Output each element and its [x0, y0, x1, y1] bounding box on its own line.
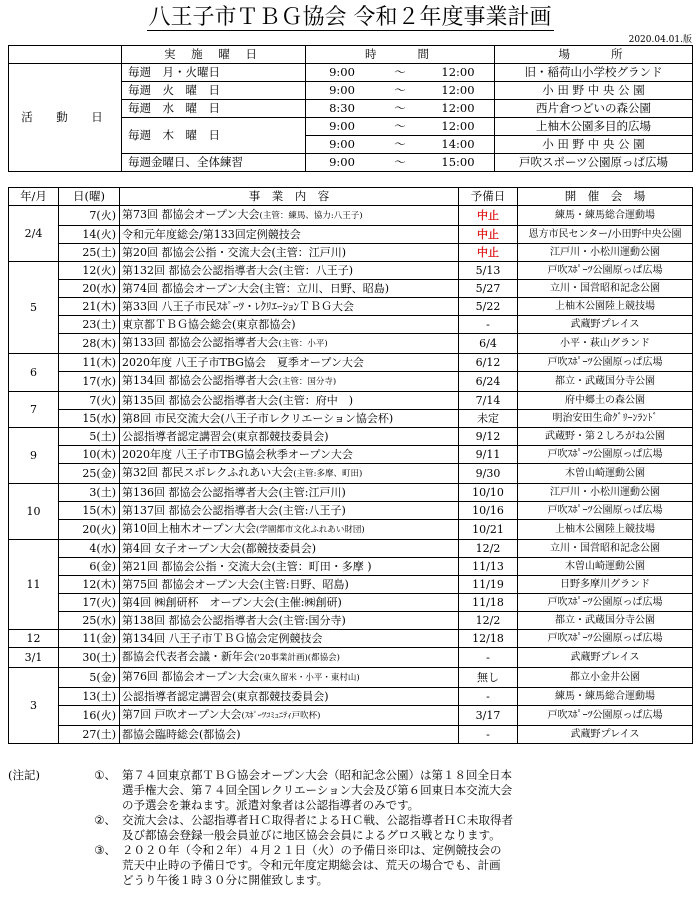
time-end: 15:00: [441, 155, 475, 169]
venue-cell: 日野多摩川グランド: [518, 576, 693, 594]
event-cell: [120, 540, 459, 558]
event-cell: [120, 484, 459, 502]
event-note: (東久留米・小平・東村山): [259, 673, 360, 683]
reserve-cell: -: [459, 316, 518, 334]
date-cell: 27(土): [59, 726, 120, 744]
reserve-cell: -: [459, 726, 518, 744]
schedule-row: [9, 648, 693, 668]
time-end: 12:00: [441, 101, 475, 115]
event-cell: [120, 280, 459, 298]
event-cell: [120, 206, 459, 226]
time-start: 8:30: [329, 101, 355, 115]
note-line: [8, 828, 698, 843]
venue-cell: 上柚木公園陸上競技場: [518, 520, 693, 540]
event-name: 第133回 都協会公認指導者大会: [122, 336, 279, 349]
event-cell: [120, 446, 459, 464]
event-cell: [120, 354, 459, 372]
event-name: 東京都ＴＢＧ協会総会(東京都協会): [122, 318, 296, 331]
time-end: 14:00: [441, 137, 475, 151]
venue-cell: 都立・武蔵国分寺公園: [518, 372, 693, 392]
time-end: 12:00: [441, 65, 475, 79]
note-number: [68, 873, 122, 888]
date-cell: 12(火): [59, 262, 120, 280]
note-text: どうり午後１時３０分に開催致します。: [122, 873, 329, 887]
reserve-cell: 9/11: [459, 446, 518, 464]
activity-row: [9, 64, 693, 82]
event-cell: [120, 298, 459, 316]
event-cell: [120, 594, 459, 612]
event-cell: [120, 428, 459, 446]
schedule-row: [9, 726, 693, 744]
note-line: [8, 813, 698, 828]
event-cell: [120, 262, 459, 280]
schedule-header-venue: 開 催 会 場: [518, 188, 693, 206]
month-cell: 5: [9, 262, 59, 354]
schedule-row: [9, 262, 693, 280]
event-name: 第33回 八王子市民ｽﾎﾟｰﾂ・ﾚｸﾘｴｰｼｮﾝＴＢＧ大会: [122, 300, 354, 313]
event-note: ('20事業計画)(都協会): [254, 653, 340, 663]
date-cell: 7(火): [59, 392, 120, 410]
date-cell: 20(水): [59, 280, 120, 298]
date-cell: 16(火): [59, 706, 120, 726]
reserve-cell: 中止: [459, 244, 518, 262]
reserve-cell: -: [459, 688, 518, 706]
event-name: 2020年度 八王子市TBG協会 夏季オープン大会: [122, 356, 364, 369]
event-name: 第134回 都協会公認指導者大会: [122, 374, 279, 387]
note-label: [8, 828, 68, 843]
venue-cell: 武蔵野・第２しろがね公園: [518, 428, 693, 446]
schedule-row: [9, 520, 693, 540]
schedule-header-date: 日(曜): [59, 188, 120, 206]
venue-cell: 戸吹ｽﾎﾟｰﾂ公園原っぱ広場: [518, 630, 693, 648]
activity-time: [306, 64, 495, 82]
time-separator: ～: [394, 155, 406, 169]
date-cell: 17(水): [59, 372, 120, 392]
schedule-header-month: 年/月: [9, 188, 59, 206]
time-end: 12:00: [441, 83, 475, 97]
time-separator: ～: [394, 137, 406, 151]
activity-label: 活 動 日: [9, 64, 122, 172]
note-line: [8, 783, 698, 798]
note-line: [8, 798, 698, 813]
note-number: [68, 828, 122, 843]
date-cell: 25(金): [59, 464, 120, 484]
event-cell: [120, 648, 459, 668]
activity-place: 上柚木公園多目的広場: [495, 118, 693, 136]
reserve-cell: 9/12: [459, 428, 518, 446]
venue-cell: 戸吹ｽﾎﾟｰﾂ公園原っぱ広場: [518, 354, 693, 372]
event-cell: [120, 520, 459, 540]
date-cell: 7(火): [59, 206, 120, 226]
reserve-cell: 10/10: [459, 484, 518, 502]
schedule-row: [9, 392, 693, 410]
activity-place: 小 田 野 中 央 公 園: [495, 136, 693, 154]
venue-cell: 戸吹ｽﾎﾟｰﾂ公園原っぱ広場: [518, 594, 693, 612]
event-name: 公認指導者認定講習会(東京都競技委員会): [122, 690, 329, 703]
date-cell: 11(木): [59, 354, 120, 372]
venue-cell: 練馬・練馬総合運動場: [518, 688, 693, 706]
date-cell: 15(木): [59, 502, 120, 520]
date-cell: 25(土): [59, 244, 120, 262]
schedule-header-reserve: 予備日: [459, 188, 518, 206]
reserve-cell: 10/16: [459, 502, 518, 520]
schedule-row: [9, 244, 693, 262]
time-separator: ～: [394, 101, 406, 115]
schedule-row: [9, 558, 693, 576]
schedule-header-event: 事 業 内 容: [120, 188, 459, 206]
schedule-row: [9, 688, 693, 706]
event-name: 都協会臨時総会(都協会): [122, 728, 241, 741]
date-cell: 21(木): [59, 298, 120, 316]
activity-time: [306, 154, 495, 172]
venue-cell: 戸吹ｽﾎﾟｰﾂ公園原っぱ広場: [518, 706, 693, 726]
schedule-row: [9, 446, 693, 464]
schedule-row: [9, 502, 693, 520]
venue-cell: 都立小金井公園: [518, 668, 693, 688]
note-label: [8, 858, 68, 873]
venue-cell: 武蔵野プレイス: [518, 316, 693, 334]
date-cell: 20(火): [59, 520, 120, 540]
date-cell: 14(火): [59, 226, 120, 244]
reserve-cell: 9/30: [459, 464, 518, 484]
venue-cell: 上柚木公園陸上競技場: [518, 298, 693, 316]
note-number: ③、: [94, 843, 116, 857]
note-label: [8, 873, 68, 888]
venue-cell: 戸吹ｽﾎﾟｰﾂ公園原っぱ広場: [518, 262, 693, 280]
activity-day: 毎週 火 曜 日: [122, 82, 306, 100]
time-separator: ～: [394, 65, 406, 79]
event-name: 第134回 八王子市ＴＢＧ協会定例競技会: [122, 632, 323, 645]
event-name: 第135回 都協会公認指導者大会(主管：府中 ): [122, 394, 354, 407]
event-name: 第4回 女子オープン大会(都競技委員会): [122, 542, 317, 555]
event-cell: [120, 668, 459, 688]
note-text: 交流大会は、公認指導者ＨＣ取得者によるＨＣ戦、公認指導者ＨＣ未取得者: [122, 813, 513, 827]
time-start: 9:00: [329, 65, 355, 79]
event-note: (主管:多摩、町田): [293, 469, 363, 479]
time-separator: ～: [394, 119, 406, 133]
note-text: 選手権大会、第７４回全国レクリエーション大会及び第６回東日本交流大会: [122, 783, 513, 797]
schedule-row: [9, 354, 693, 372]
time-start: 9:00: [329, 119, 355, 133]
note-label: [8, 843, 68, 858]
note-number: ①、: [94, 768, 116, 782]
note-number: ②、: [94, 813, 116, 827]
schedule-row: [9, 484, 693, 502]
time-start: 9:00: [329, 155, 355, 169]
venue-cell: 立川・国営昭和記念公園: [518, 540, 693, 558]
venue-cell: 府中郷土の森公園: [518, 392, 693, 410]
event-name: 令和元年度総会/第133回定例競技会: [122, 228, 301, 241]
schedule-row: [9, 706, 693, 726]
event-name: 第10回上柚木オープン大会: [122, 522, 257, 535]
event-name: 第20回 都協会公指・交流大会(主管：江戸川): [122, 246, 347, 259]
venue-cell: 立川・国営昭和記念公園: [518, 280, 693, 298]
note-text: 及び都協会登録一般会員並びに地区協会会員によるグロス戦となります。: [122, 828, 501, 842]
reserve-cell: 5/13: [459, 262, 518, 280]
time-end: 12:00: [441, 119, 475, 133]
reserve-cell: 5/27: [459, 280, 518, 298]
reserve-cell: 6/12: [459, 354, 518, 372]
time-start: 9:00: [329, 83, 355, 97]
note-number: [68, 798, 122, 813]
schedule-row: [9, 280, 693, 298]
activity-header-place: 場 所: [495, 46, 693, 64]
activity-day: 毎週 水 曜 日: [122, 100, 306, 118]
venue-cell: 武蔵野プレイス: [518, 726, 693, 744]
reserve-cell: 12/2: [459, 612, 518, 630]
event-cell: [120, 334, 459, 354]
date-cell: 3(土): [59, 484, 120, 502]
date-cell: 30(土): [59, 648, 120, 668]
note-text: 荒天中止時の予備日です。令和元年度定期総会は、荒天の場合でも、計画: [122, 858, 501, 872]
note-text: ２０２０年（令和２年）４月２１日（火）の予備日※印は、定例競技会の: [122, 843, 502, 857]
event-name: 第132回 都協会公認指導者大会(主管：八王子): [122, 264, 354, 277]
event-cell: [120, 576, 459, 594]
note-number: [68, 858, 122, 873]
reserve-cell: 11/13: [459, 558, 518, 576]
date-cell: 5(金): [59, 668, 120, 688]
reserve-cell: 3/17: [459, 706, 518, 726]
reserve-cell: 無し: [459, 668, 518, 688]
reserve-cell: 12/2: [459, 540, 518, 558]
activity-table: [8, 45, 693, 172]
activity-time: [306, 82, 495, 100]
activity-place: 戸吹スポーツ公園原っぱ広場: [495, 154, 693, 172]
note-line: [8, 843, 698, 858]
schedule-header-row: [9, 188, 693, 206]
event-cell: [120, 244, 459, 262]
event-cell: [120, 226, 459, 244]
date-cell: 12(木): [59, 576, 120, 594]
event-name: 第75回 都協会オープン大会(主管:日野、昭島): [122, 578, 349, 591]
activity-header-blank: [9, 46, 122, 64]
schedule-row: [9, 668, 693, 688]
venue-cell: 都立・武蔵国分寺公園: [518, 612, 693, 630]
note-label: [8, 798, 68, 813]
venue-cell: 江戸川・小松川運動公園: [518, 484, 693, 502]
month-cell: 11: [9, 540, 59, 630]
event-name: 第137回 都協会公認指導者大会(主管:八王子): [122, 504, 346, 517]
reserve-cell: 5/22: [459, 298, 518, 316]
schedule-row: [9, 630, 693, 648]
reserve-cell: 7/14: [459, 392, 518, 410]
event-cell: [120, 502, 459, 520]
event-note: (学園都市文化ふれあい財団): [256, 525, 365, 535]
event-name: 第21回 都協会公指・交流大会(主管：町田・多摩 ): [122, 560, 372, 573]
event-name: 第136回 都協会公認指導者大会(主管:江戸川): [122, 486, 346, 499]
event-name: 第7回 戸吹オープン大会: [122, 708, 242, 721]
activity-place: 西片倉つどいの森公園: [495, 100, 693, 118]
venue-cell: 木曽山崎運動公園: [518, 464, 693, 484]
schedule-row: [9, 428, 693, 446]
date-cell: 13(土): [59, 688, 120, 706]
venue-cell: 江戸川・小松川運動公園: [518, 244, 693, 262]
event-name: 公認指導者認定講習会(東京都競技委員会): [122, 430, 329, 443]
event-cell: [120, 316, 459, 334]
activity-header-time: 時 間: [306, 46, 495, 64]
month-cell: 9: [9, 428, 59, 484]
event-name: 第73回 都協会オープン大会: [122, 208, 260, 221]
month-cell: 6: [9, 354, 59, 392]
event-name: 第76回 都協会オープン大会: [122, 670, 260, 683]
note-line: [8, 858, 698, 873]
event-cell: [120, 726, 459, 744]
time-start: 9:00: [329, 137, 355, 151]
event-cell: [120, 558, 459, 576]
activity-header-row: [9, 46, 693, 64]
event-cell: [120, 612, 459, 630]
reserve-cell: 6/24: [459, 372, 518, 392]
month-cell: 3/1: [9, 648, 59, 668]
event-cell: [120, 410, 459, 428]
reserve-cell: 中止: [459, 206, 518, 226]
event-note: (ｽﾎﾟｰﾂｺﾐｭﾆﾃｨ戸吹杯): [241, 711, 321, 721]
reserve-cell: 12/18: [459, 630, 518, 648]
event-name: 第32回 都民スポレクふれあい大会: [122, 466, 294, 479]
reserve-cell: 6/4: [459, 334, 518, 354]
note-label: [8, 783, 68, 798]
note-line: [8, 768, 698, 783]
note-text: 第７４回東京都ＴＢＧ協会オープン大会（昭和記念公園）は第１８回全日本: [122, 768, 512, 782]
time-separator: ～: [394, 83, 406, 97]
event-cell: [120, 392, 459, 410]
venue-cell: 武蔵野プレイス: [518, 648, 693, 668]
month-cell: 10: [9, 484, 59, 540]
date-cell: 6(金): [59, 558, 120, 576]
event-note: (主管：国分寺): [278, 377, 337, 387]
page-title: 八王子市ＴＢＧ協会 令和２年度事業計画: [148, 5, 552, 30]
schedule-row: [9, 612, 693, 630]
venue-cell: 練馬・練馬総合運動場: [518, 206, 693, 226]
reserve-cell: 中止: [459, 226, 518, 244]
date-cell: 25(水): [59, 612, 120, 630]
month-cell: 3: [9, 668, 59, 744]
note-line: [8, 873, 698, 888]
date-cell: 5(土): [59, 428, 120, 446]
version-label: 2020.04.01.版: [628, 35, 692, 45]
month-cell: 7: [9, 392, 59, 428]
event-name: 第8回 市民交流大会(八王子市レクリエーション協会杯): [122, 412, 394, 425]
event-name: 第138回 都協会公認指導者大会(主管:国分寺): [122, 614, 346, 627]
activity-place: 小 田 野 中 央 公 園: [495, 82, 693, 100]
schedule-row: [9, 410, 693, 428]
schedule-row: [9, 594, 693, 612]
schedule-row: [9, 206, 693, 226]
activity-day: 毎週 月・火曜日: [122, 64, 306, 82]
schedule-row: [9, 316, 693, 334]
schedule-row: [9, 226, 693, 244]
venue-cell: 木曽山崎運動公園: [518, 558, 693, 576]
schedule-row: [9, 334, 693, 354]
schedule-row: [9, 298, 693, 316]
event-cell: [120, 372, 459, 392]
schedule-row: [9, 372, 693, 392]
event-name: 都協会代表者会議・新年会: [122, 650, 254, 663]
schedule-row: [9, 464, 693, 484]
schedule-table: [8, 187, 693, 744]
venue-cell: 戸吹ｽﾎﾟｰﾂ公園原っぱ広場: [518, 446, 693, 464]
activity-place: 旧・稲荷山小学校グランド: [495, 64, 693, 82]
event-name: 第74回 都協会オープン大会(主管：立川、日野、昭島): [122, 282, 390, 295]
reserve-cell: 11/18: [459, 594, 518, 612]
note-number: [68, 783, 122, 798]
event-note: (主管：練馬、協力:八王子): [259, 211, 363, 221]
reserve-cell: 11/19: [459, 576, 518, 594]
event-name: 2020年度 八王子市TBG協会秋季オープン大会: [122, 448, 353, 461]
date-cell: 4(水): [59, 540, 120, 558]
activity-header-day: 実 施 曜 日: [122, 46, 306, 64]
note-label: (注記): [8, 768, 40, 782]
date-cell: 10(木): [59, 446, 120, 464]
event-cell: [120, 688, 459, 706]
venue-cell: 小平・萩山グランド: [518, 334, 693, 354]
activity-day: 毎週 木 曜 日: [122, 118, 306, 154]
date-cell: 23(土): [59, 316, 120, 334]
event-name: 第4回 ㈱創研杯 オープン大会(主催:㈱創研): [122, 596, 342, 609]
schedule-row: [9, 540, 693, 558]
schedule-row: [9, 576, 693, 594]
event-cell: [120, 630, 459, 648]
month-cell: 2/4: [9, 206, 59, 262]
activity-time: [306, 118, 495, 136]
reserve-cell: 10/21: [459, 520, 518, 540]
venue-cell: 明治安田生命ｸﾞﾘｰﾝﾗﾝﾄﾞ: [518, 410, 693, 428]
event-cell: [120, 706, 459, 726]
activity-time: [306, 136, 495, 154]
activity-time: [306, 100, 495, 118]
note-text: の予選会を兼ねます。派遣対象者は公認指導者のみです。: [122, 798, 420, 812]
event-cell: [120, 464, 459, 484]
event-note: (主管：小平): [278, 339, 328, 349]
date-cell: 17(火): [59, 594, 120, 612]
notes-section: [8, 768, 698, 888]
note-label: [8, 813, 68, 828]
venue-cell: 戸吹ｽﾎﾟｰﾂ公園原っぱ広場: [518, 502, 693, 520]
date-cell: 28(木): [59, 334, 120, 354]
date-cell: 15(水): [59, 410, 120, 428]
venue-cell: 恩方市民センター/小田野中央公園: [518, 226, 693, 244]
reserve-cell: 未定: [459, 410, 518, 428]
reserve-cell: -: [459, 648, 518, 668]
month-cell: 12: [9, 630, 59, 648]
date-cell: 11(金): [59, 630, 120, 648]
activity-day: 毎週金曜日、全体練習: [122, 154, 306, 172]
